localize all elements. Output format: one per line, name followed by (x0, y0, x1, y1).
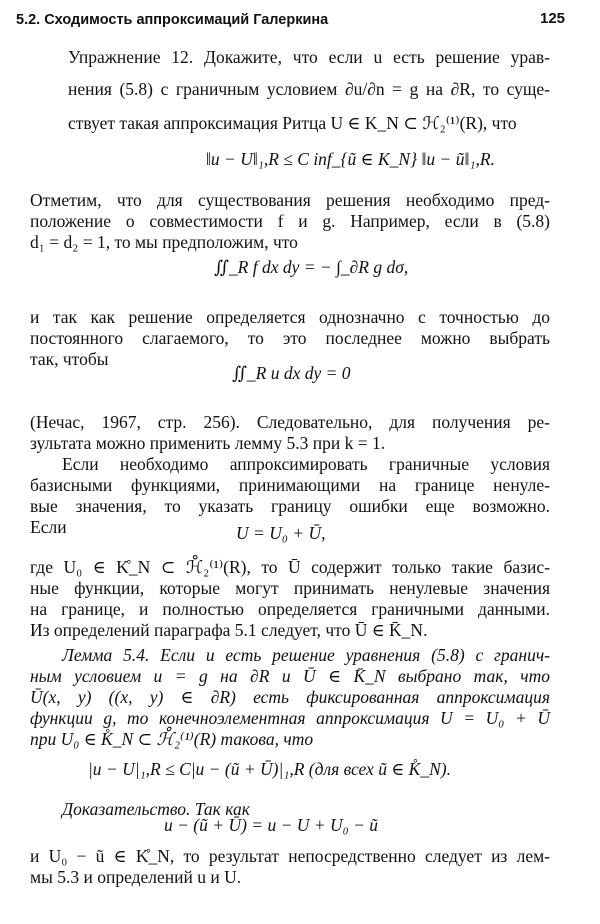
formula: ‖u − U‖₁,R ≤ C inf_{ũ ∈ K_N} ‖u − ũ‖₁,R. (206, 149, 495, 169)
text-line: Упражнение 12. Докажите, что если u есть решение урав- (68, 47, 550, 67)
text-line: Отметим, что для существования решения необходимо пред- (30, 190, 550, 210)
text-line: Если необходимо аппроксимировать граничные условия (62, 454, 550, 474)
lemma-line: ным условием u = g на ∂R и Ū ∈ K̄_N выбрано так, что (30, 666, 550, 686)
text-line: где U₀ ∈ K̊_N ⊂ ℋ̊₂⁽¹⁾(R), то Ū содержит только такие базис- (30, 557, 550, 577)
formula: u − (ũ + Ū) = u − U + U₀ − ũ (164, 815, 379, 835)
text-line: мы 5.3 и определений u и U. (30, 867, 242, 887)
text-line: ные функции, которые могут принимать ненулевые значения (30, 578, 550, 598)
text-line: на границе, и полностью определяется граничными данными. (30, 599, 550, 619)
text-line: зультата можно применить лемму 5.3 при k = 1. (30, 433, 386, 453)
text-line: и так как решение определяется однозначно с точностью до (30, 307, 550, 327)
text-line: Если (30, 517, 67, 537)
text-line: нения (5.8) с граничным условием ∂u/∂n = g на ∂R, то суще- (68, 79, 550, 99)
running-header: 5.2. Сходимость аппроксимаций Галеркина (16, 12, 329, 28)
text-line: d₁ = d₂ = 1, то мы предположим, что (30, 232, 298, 252)
text-line: так, чтобы (30, 349, 109, 369)
text-line: постоянного слагаемого, то это последнее можно выбрать (30, 328, 550, 348)
text-line: базисными функциями, принимающими на границе ненуле- (30, 475, 550, 495)
proof-line: Доказательство. Так как (62, 799, 250, 819)
text-line: Из определений параграфа 5.1 следует, что Ū ∈ K̄_N. (30, 620, 428, 640)
formula: U = U₀ + Ū, (236, 523, 326, 543)
text-line: и U₀ − ũ ∈ K̊_N, то результат непосредственно следует из лем- (30, 846, 550, 866)
lemma-line: Лемма 5.4. Если u есть решение уравнения (5.8) с гранич- (62, 645, 550, 665)
formula: ∬_R u dx dy = 0 (232, 363, 351, 383)
lemma-line: Ū(x, y) ((x, y) ∈ ∂R) есть фиксированная аппроксимация (30, 687, 550, 707)
page-number: 125 (540, 10, 566, 27)
text-line: положение о совместимости f и g. Например, если в (5.8) (30, 211, 550, 231)
formula: |u − U|₁,R ≤ C|u − (ũ + Ū)|₁,R (для всех ũ ∈ K̊_N). (88, 759, 451, 779)
lemma-line: при U₀ ∈ K̊_N ⊂ ℋ̊₂⁽¹⁾(R) такова, что (30, 729, 314, 749)
formula: ∬_R f dx dy = − ∫_∂R g dσ, (214, 257, 409, 277)
text-line: ствует такая аппроксимация Ритца U ∈ K_N ⊂ ℋ₂⁽¹⁾(R), что (68, 113, 517, 133)
text-line: вые значения, то указать границу ошибки еще возможно. (30, 496, 550, 516)
text-line: (Нечас, 1967, стр. 256). Следовательно, для получения ре- (30, 412, 550, 432)
lemma-line: функции g, то конечноэлементная аппроксимация U = U₀ + Ū (30, 708, 550, 728)
